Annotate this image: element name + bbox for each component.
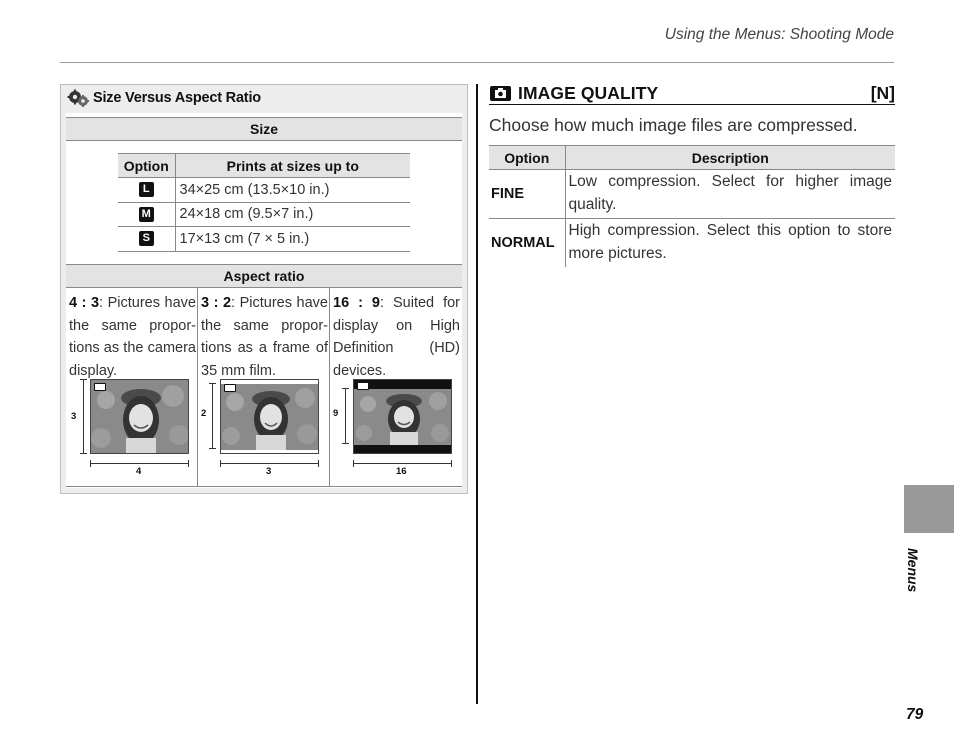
height-dimension-label: 9 [333, 408, 339, 419]
height-dimension-line [345, 388, 346, 444]
height-dimension-label: 3 [71, 411, 77, 422]
size-header: Size [66, 117, 462, 141]
gears-icon [67, 89, 89, 107]
portrait-image [91, 380, 189, 454]
section-key: [N] [870, 83, 895, 103]
quality-table-header [489, 146, 895, 170]
portrait-photo-4-3 [90, 379, 189, 454]
section-heading [489, 83, 895, 105]
column-divider [476, 84, 478, 704]
prints-table-header [118, 154, 410, 178]
size-large-icon: L [139, 182, 154, 197]
aspect-description: 4 : 3: Pictures have the same proportions as the camera display. [69, 295, 196, 379]
aspect-description: 16 : 9: Suited for display on High Definition (HD) devices. [333, 295, 460, 379]
portrait-photo-3-2 [220, 379, 319, 454]
size-aspect-box [60, 84, 468, 494]
height-dimension-line [212, 383, 213, 449]
camera-icon [224, 384, 236, 392]
height-dimension-label: 2 [201, 408, 207, 419]
aspect-ratio-columns [66, 288, 462, 487]
width-dimension-line [90, 463, 189, 464]
quality-col-description: Description [565, 146, 895, 170]
aspect-description: 3 : 2: Pictures have the same proportions as a frame of 35 mm film. [201, 295, 328, 379]
prints-col-sizes: Prints at sizes up to [175, 154, 410, 178]
prints-col-option: Option [118, 154, 175, 178]
box-title-text: Size Versus Aspect Ratio [93, 90, 261, 106]
print-size-value: 24×18 cm (9.5×7 in.) [175, 202, 410, 227]
portrait-photo-16-9 [353, 379, 452, 454]
prints-table [118, 153, 410, 252]
portrait-image [221, 384, 319, 450]
table-row [489, 170, 895, 219]
section-title: IMAGE QUALITY [518, 83, 659, 103]
page-number: 79 [906, 706, 924, 723]
option-normal: NORMAL [489, 219, 565, 268]
width-dimension-label: 3 [266, 466, 272, 477]
option-description: High compression. Select this option to store more pictures. [568, 222, 892, 262]
portrait-image [354, 389, 452, 445]
header-rule [60, 62, 894, 63]
quality-options-table [489, 145, 895, 267]
print-size-value: 17×13 cm (7 × 5 in.) [175, 227, 410, 252]
chapter-label: Menus [905, 548, 921, 593]
box-title [67, 89, 261, 107]
aspect-16-9-column [329, 288, 462, 487]
chapter-side-tab [904, 485, 954, 533]
width-dimension-label: 16 [396, 466, 407, 477]
option-fine: FINE [489, 170, 565, 219]
camera-icon [357, 382, 369, 390]
quality-col-option: Option [489, 146, 565, 170]
table-row [118, 178, 410, 203]
height-dimension-line [83, 379, 84, 454]
box-content [66, 113, 462, 488]
option-description: Low compression. Select for higher image quality. [565, 170, 895, 219]
aspect-4-3-column [66, 288, 197, 487]
print-size-value: 34×25 cm (13.5×10 in.) [175, 178, 410, 203]
camera-icon [94, 383, 106, 391]
size-small-icon: S [139, 231, 154, 246]
section-intro: Choose how much image files are compressed. [489, 115, 858, 135]
aspect-3-2-column [197, 288, 329, 487]
table-row [118, 227, 410, 252]
width-dimension-line [220, 463, 319, 464]
camera-menu-icon [490, 86, 511, 101]
width-dimension-label: 4 [136, 466, 142, 477]
table-row [118, 202, 410, 227]
table-row [489, 219, 895, 268]
aspect-ratio-header: Aspect ratio [66, 264, 462, 288]
running-head: Using the Menus: Shooting Mode [664, 26, 894, 43]
size-medium-icon: M [139, 207, 154, 222]
width-dimension-line [353, 463, 452, 464]
